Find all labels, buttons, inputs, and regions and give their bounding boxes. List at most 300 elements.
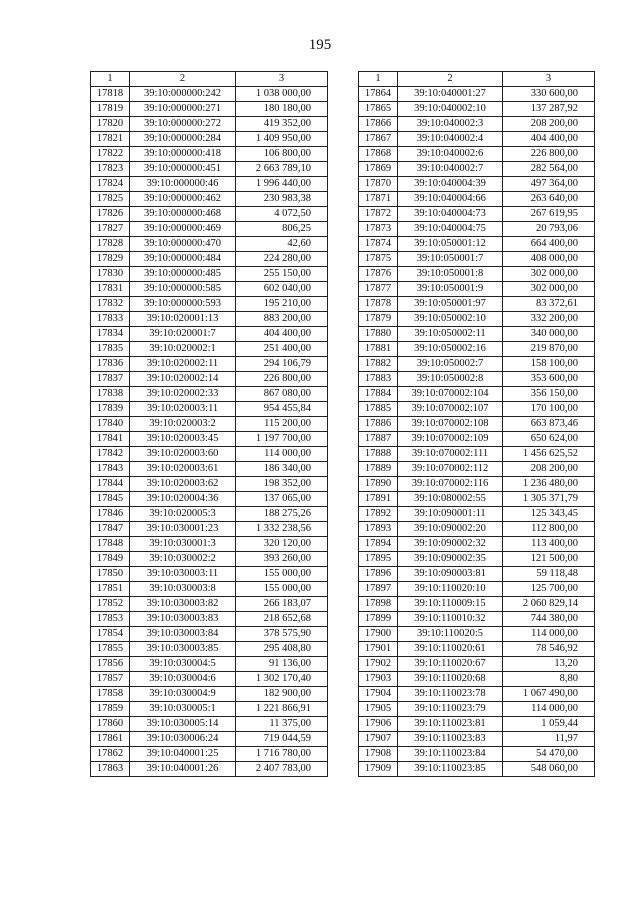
cadastral-number-cell: 39:10:030003:82 [130,597,236,612]
column-header-cadastral-id: 2 [398,72,503,87]
row-number-cell: 17825 [91,192,130,207]
row-number-cell: 17897 [359,582,398,597]
table-row [91,702,328,717]
table-row [359,582,595,597]
value-cell: 1 996 440,00 [236,177,328,192]
column-header-value: 3 [503,72,595,87]
row-number-cell: 17890 [359,477,398,492]
row-number-cell: 17838 [91,387,130,402]
table-row [91,297,328,312]
cadastral-number-cell: 39:10:070002:112 [398,462,503,477]
row-number-cell: 17885 [359,402,398,417]
row-number-cell: 17896 [359,567,398,582]
row-number-cell: 17832 [91,297,130,312]
table-row [91,447,328,462]
value-cell: 251 400,00 [236,342,328,357]
table-row [359,117,595,132]
row-number-cell: 17868 [359,147,398,162]
table-row [359,222,595,237]
row-number-cell: 17907 [359,732,398,747]
value-cell: 1 302 170,40 [236,672,328,687]
cadastral-number-cell: 39:10:000000:418 [130,147,236,162]
value-cell: 548 060,00 [503,762,595,777]
table-row [91,432,328,447]
value-cell: 332 200,00 [503,312,595,327]
cadastral-number-cell: 39:10:090002:32 [398,537,503,552]
cadastral-number-cell: 39:10:050001:7 [398,252,503,267]
cadastral-number-cell: 39:10:020005:3 [130,507,236,522]
row-number-cell: 17857 [91,672,130,687]
row-number-cell: 17883 [359,372,398,387]
table-row [359,507,595,522]
value-cell: 1 236 480,00 [503,477,595,492]
table-row [359,402,595,417]
value-cell: 1 067 490,00 [503,687,595,702]
cadastral-number-cell: 39:10:000000:470 [130,237,236,252]
value-cell: 121 500,00 [503,552,595,567]
value-cell: 663 873,46 [503,417,595,432]
column-header-number: 1 [359,72,398,87]
table-row [91,552,328,567]
value-cell: 54 470,00 [503,747,595,762]
value-cell: 11 375,00 [236,717,328,732]
cadastral-number-cell: 39:10:020002:14 [130,372,236,387]
table-row [359,762,595,777]
row-number-cell: 17867 [359,132,398,147]
value-cell: 302 000,00 [503,267,595,282]
row-number-cell: 17866 [359,117,398,132]
value-cell: 115 200,00 [236,417,328,432]
value-cell: 1 409 950,00 [236,132,328,147]
table-row [91,267,328,282]
cadastral-number-cell: 39:10:000000:485 [130,267,236,282]
cadastral-number-cell: 39:10:050001:9 [398,282,503,297]
table-row [91,387,328,402]
cadastral-number-cell: 39:10:000000:468 [130,207,236,222]
cadastral-number-cell: 39:10:050002:7 [398,357,503,372]
value-cell: 302 000,00 [503,282,595,297]
table-row [91,417,328,432]
row-number-cell: 17853 [91,612,130,627]
value-cell: 330 600,00 [503,87,595,102]
value-cell: 1 038 000,00 [236,87,328,102]
cadastral-number-cell: 39:10:030003:83 [130,612,236,627]
cadastral-number-cell: 39:10:110023:78 [398,687,503,702]
value-cell: 188 275,26 [236,507,328,522]
row-number-cell: 17906 [359,717,398,732]
cadastral-number-cell: 39:10:110020:10 [398,582,503,597]
cadastral-number-cell: 39:10:020003:62 [130,477,236,492]
row-number-cell: 17847 [91,522,130,537]
table-row [91,462,328,477]
table-row [359,732,595,747]
table-row [359,372,595,387]
value-cell: 1 716 780,00 [236,747,328,762]
table-row [359,492,595,507]
row-number-cell: 17860 [91,717,130,732]
table-row [359,162,595,177]
table-row [91,117,328,132]
row-number-cell: 17843 [91,462,130,477]
row-number-cell: 17875 [359,252,398,267]
row-number-cell: 17899 [359,612,398,627]
table-row [91,372,328,387]
row-number-cell: 17878 [359,297,398,312]
cadastral-number-cell: 39:10:030003:8 [130,582,236,597]
row-number-cell: 17821 [91,132,130,147]
row-number-cell: 17879 [359,312,398,327]
cadastral-number-cell: 39:10:070002:104 [398,387,503,402]
cadastral-number-cell: 39:10:070002:109 [398,432,503,447]
cadastral-number-cell: 39:10:030001:23 [130,522,236,537]
cadastral-number-cell: 39:10:050001:12 [398,237,503,252]
table-row [91,222,328,237]
cadastral-number-cell: 39:10:070002:116 [398,477,503,492]
table-row [359,672,595,687]
row-number-cell: 17871 [359,192,398,207]
value-cell: 155 000,00 [236,567,328,582]
value-cell: 806,25 [236,222,328,237]
cadastral-number-cell: 39:10:080002:55 [398,492,503,507]
cadastral-number-cell: 39:10:030006:24 [130,732,236,747]
cadastral-number-cell: 39:10:050002:11 [398,327,503,342]
table-row [359,522,595,537]
table-row [359,282,595,297]
cadastral-number-cell: 39:10:000000:284 [130,132,236,147]
table-row [359,132,595,147]
value-cell: 155 000,00 [236,582,328,597]
cadastral-number-cell: 39:10:030005:1 [130,702,236,717]
row-number-cell: 17824 [91,177,130,192]
row-number-cell: 17903 [359,672,398,687]
table-row [359,747,595,762]
value-cell: 208 200,00 [503,462,595,477]
cadastral-number-cell: 39:10:000000:462 [130,192,236,207]
value-cell: 13,20 [503,657,595,672]
row-number-cell: 17818 [91,87,130,102]
row-number-cell: 17863 [91,762,130,777]
value-cell: 158 100,00 [503,357,595,372]
cadastral-number-cell: 39:10:020003:2 [130,417,236,432]
value-cell: 867 080,00 [236,387,328,402]
value-cell: 137 287,92 [503,102,595,117]
table-row [91,507,328,522]
value-cell: 1 456 625,52 [503,447,595,462]
cadastral-number-cell: 39:10:030004:6 [130,672,236,687]
table-row [91,282,328,297]
value-cell: 106 800,00 [236,147,328,162]
table-row [91,597,328,612]
row-number-cell: 17835 [91,342,130,357]
row-number-cell: 17864 [359,87,398,102]
cadastral-number-cell: 39:10:030004:9 [130,687,236,702]
value-cell: 195 210,00 [236,297,328,312]
table-row [359,207,595,222]
table-row [91,477,328,492]
value-cell: 226 800,00 [503,147,595,162]
cadastral-number-cell: 39:10:040002:4 [398,132,503,147]
row-number-cell: 17859 [91,702,130,717]
value-cell: 602 040,00 [236,282,328,297]
value-cell: 266 183,07 [236,597,328,612]
value-cell: 419 352,00 [236,117,328,132]
cadastral-number-cell: 39:10:020002:1 [130,342,236,357]
value-cell: 125 343,45 [503,507,595,522]
cadastral-number-cell: 39:10:050002:8 [398,372,503,387]
table-row [359,327,595,342]
row-number-cell: 17827 [91,222,130,237]
row-number-cell: 17854 [91,627,130,642]
table-row [359,432,595,447]
value-cell: 1 221 866,91 [236,702,328,717]
value-cell: 78 546,92 [503,642,595,657]
cadastral-number-cell: 39:10:040002:7 [398,162,503,177]
value-cell: 11,97 [503,732,595,747]
table-row [91,102,328,117]
cadastral-number-cell: 39:10:040002:3 [398,117,503,132]
value-cell: 2 060 829,14 [503,597,595,612]
cadastral-number-cell: 39:10:110023:79 [398,702,503,717]
value-cell: 263 640,00 [503,192,595,207]
value-cell: 340 000,00 [503,327,595,342]
header-row [359,72,595,87]
cadastral-number-cell: 39:10:020003:11 [130,402,236,417]
left-data-table [90,71,328,777]
value-cell: 1 305 371,79 [503,492,595,507]
cadastral-number-cell: 39:10:000000:46 [130,177,236,192]
table-row [359,537,595,552]
table-row [91,732,328,747]
row-number-cell: 17850 [91,567,130,582]
row-number-cell: 17848 [91,537,130,552]
value-cell: 954 455,84 [236,402,328,417]
column-header-cadastral-id: 2 [130,72,236,87]
row-number-cell: 17842 [91,447,130,462]
row-number-cell: 17819 [91,102,130,117]
row-number-cell: 17873 [359,222,398,237]
row-number-cell: 17893 [359,522,398,537]
value-cell: 59 118,48 [503,567,595,582]
row-number-cell: 17845 [91,492,130,507]
value-cell: 20 793,06 [503,222,595,237]
cadastral-number-cell: 39:10:000000:484 [130,252,236,267]
table-row [359,417,595,432]
cadastral-number-cell: 39:10:020001:7 [130,327,236,342]
row-number-cell: 17908 [359,747,398,762]
value-cell: 353 600,00 [503,372,595,387]
value-cell: 883 200,00 [236,312,328,327]
row-number-cell: 17895 [359,552,398,567]
table-row [359,267,595,282]
table-row [359,462,595,477]
cadastral-number-cell: 39:10:020003:60 [130,447,236,462]
cadastral-number-cell: 39:10:110023:81 [398,717,503,732]
cadastral-number-cell: 39:10:050002:16 [398,342,503,357]
value-cell: 294 106,79 [236,357,328,372]
cadastral-number-cell: 39:10:000000:272 [130,117,236,132]
cadastral-number-cell: 39:10:070002:111 [398,447,503,462]
table-row [359,597,595,612]
table-row [91,402,328,417]
table-row [91,147,328,162]
table-row [91,177,328,192]
cadastral-number-cell: 39:10:110020:68 [398,672,503,687]
cadastral-number-cell: 39:10:040004:75 [398,222,503,237]
cadastral-number-cell: 39:10:020002:33 [130,387,236,402]
cadastral-number-cell: 39:10:030001:3 [130,537,236,552]
page-number: 195 [308,37,332,53]
cadastral-number-cell: 39:10:050001:8 [398,267,503,282]
cadastral-number-cell: 39:10:030005:14 [130,717,236,732]
value-cell: 186 340,00 [236,462,328,477]
row-number-cell: 17829 [91,252,130,267]
row-number-cell: 17886 [359,417,398,432]
value-cell: 180 180,00 [236,102,328,117]
row-number-cell: 17889 [359,462,398,477]
table-row [91,747,328,762]
table-row [359,297,595,312]
value-cell: 113 400,00 [503,537,595,552]
table-row [91,132,328,147]
cadastral-number-cell: 39:10:030004:5 [130,657,236,672]
table-row [91,717,328,732]
row-number-cell: 17894 [359,537,398,552]
value-cell: 719 044,59 [236,732,328,747]
value-cell: 137 065,00 [236,492,328,507]
value-cell: 744 380,00 [503,612,595,627]
table-row [91,357,328,372]
row-number-cell: 17891 [359,492,398,507]
cadastral-number-cell: 39:10:050001:97 [398,297,503,312]
table-row [91,567,328,582]
row-number-cell: 17852 [91,597,130,612]
cadastral-number-cell: 39:10:070002:107 [398,402,503,417]
cadastral-number-cell: 39:10:020003:61 [130,462,236,477]
row-number-cell: 17830 [91,267,130,282]
value-cell: 2 407 783,00 [236,762,328,777]
cadastral-number-cell: 39:10:090002:20 [398,522,503,537]
cadastral-number-cell: 39:10:020004:36 [130,492,236,507]
table-row [91,672,328,687]
value-cell: 230 983,38 [236,192,328,207]
table-row [359,477,595,492]
table-row [359,357,595,372]
value-cell: 404 400,00 [236,327,328,342]
table-row [359,447,595,462]
table-row [359,657,595,672]
table-row [91,642,328,657]
row-number-cell: 17846 [91,507,130,522]
value-cell: 378 575,90 [236,627,328,642]
cadastral-number-cell: 39:10:110023:84 [398,747,503,762]
table-row [359,552,595,567]
row-number-cell: 17869 [359,162,398,177]
column-header-number: 1 [91,72,130,87]
table-row [359,312,595,327]
cadastral-number-cell: 39:10:040004:39 [398,177,503,192]
table-row [359,102,595,117]
table-row [91,312,328,327]
table-row [91,582,328,597]
value-cell: 393 260,00 [236,552,328,567]
value-cell: 114 000,00 [503,702,595,717]
row-number-cell: 17851 [91,582,130,597]
row-number-cell: 17855 [91,642,130,657]
row-number-cell: 17834 [91,327,130,342]
value-cell: 1 197 700,00 [236,432,328,447]
value-cell: 255 150,00 [236,267,328,282]
value-cell: 114 000,00 [503,627,595,642]
row-number-cell: 17856 [91,657,130,672]
cadastral-number-cell: 39:10:040004:66 [398,192,503,207]
cadastral-number-cell: 39:10:000000:593 [130,297,236,312]
cadastral-number-cell: 39:10:020002:11 [130,357,236,372]
cadastral-number-cell: 39:10:050002:10 [398,312,503,327]
row-number-cell: 17900 [359,627,398,642]
cadastral-number-cell: 39:10:000000:451 [130,162,236,177]
cadastral-number-cell: 39:10:110023:83 [398,732,503,747]
cadastral-number-cell: 39:10:030003:85 [130,642,236,657]
row-number-cell: 17844 [91,477,130,492]
table-row [91,687,328,702]
value-cell: 295 408,80 [236,642,328,657]
cadastral-number-cell: 39:10:090003:81 [398,567,503,582]
table-row [91,522,328,537]
row-number-cell: 17909 [359,762,398,777]
table-row [359,642,595,657]
value-cell: 219 870,00 [503,342,595,357]
row-number-cell: 17837 [91,372,130,387]
table-row [91,207,328,222]
table-row [91,762,328,777]
cadastral-number-cell: 39:10:000000:469 [130,222,236,237]
cadastral-number-cell: 39:10:020001:13 [130,312,236,327]
table-row [91,342,328,357]
value-cell: 4 072,50 [236,207,328,222]
value-cell: 218 652,68 [236,612,328,627]
value-cell: 8,80 [503,672,595,687]
cadastral-number-cell: 39:10:110020:61 [398,642,503,657]
row-number-cell: 17823 [91,162,130,177]
cadastral-number-cell: 39:10:000000:585 [130,282,236,297]
value-cell: 182 900,00 [236,687,328,702]
header-row [91,72,328,87]
cadastral-number-cell: 39:10:030003:11 [130,567,236,582]
cadastral-number-cell: 39:10:040002:6 [398,147,503,162]
cadastral-number-cell: 39:10:040001:26 [130,762,236,777]
cadastral-number-cell: 39:10:040001:25 [130,747,236,762]
value-cell: 1 059,44 [503,717,595,732]
cadastral-number-cell: 39:10:000000:242 [130,87,236,102]
row-number-cell: 17905 [359,702,398,717]
value-cell: 198 352,00 [236,477,328,492]
row-number-cell: 17841 [91,432,130,447]
row-number-cell: 17836 [91,357,130,372]
table-row [359,702,595,717]
table-row [359,627,595,642]
cadastral-number-cell: 39:10:030003:84 [130,627,236,642]
cadastral-number-cell: 39:10:030002:2 [130,552,236,567]
row-number-cell: 17874 [359,237,398,252]
table-row [91,252,328,267]
table-row [91,237,328,252]
table-row [91,327,328,342]
row-number-cell: 17902 [359,657,398,672]
value-cell: 267 619,95 [503,207,595,222]
cadastral-number-cell: 39:10:110009:15 [398,597,503,612]
value-cell: 83 372,61 [503,297,595,312]
cadastral-number-cell: 39:10:040004:73 [398,207,503,222]
